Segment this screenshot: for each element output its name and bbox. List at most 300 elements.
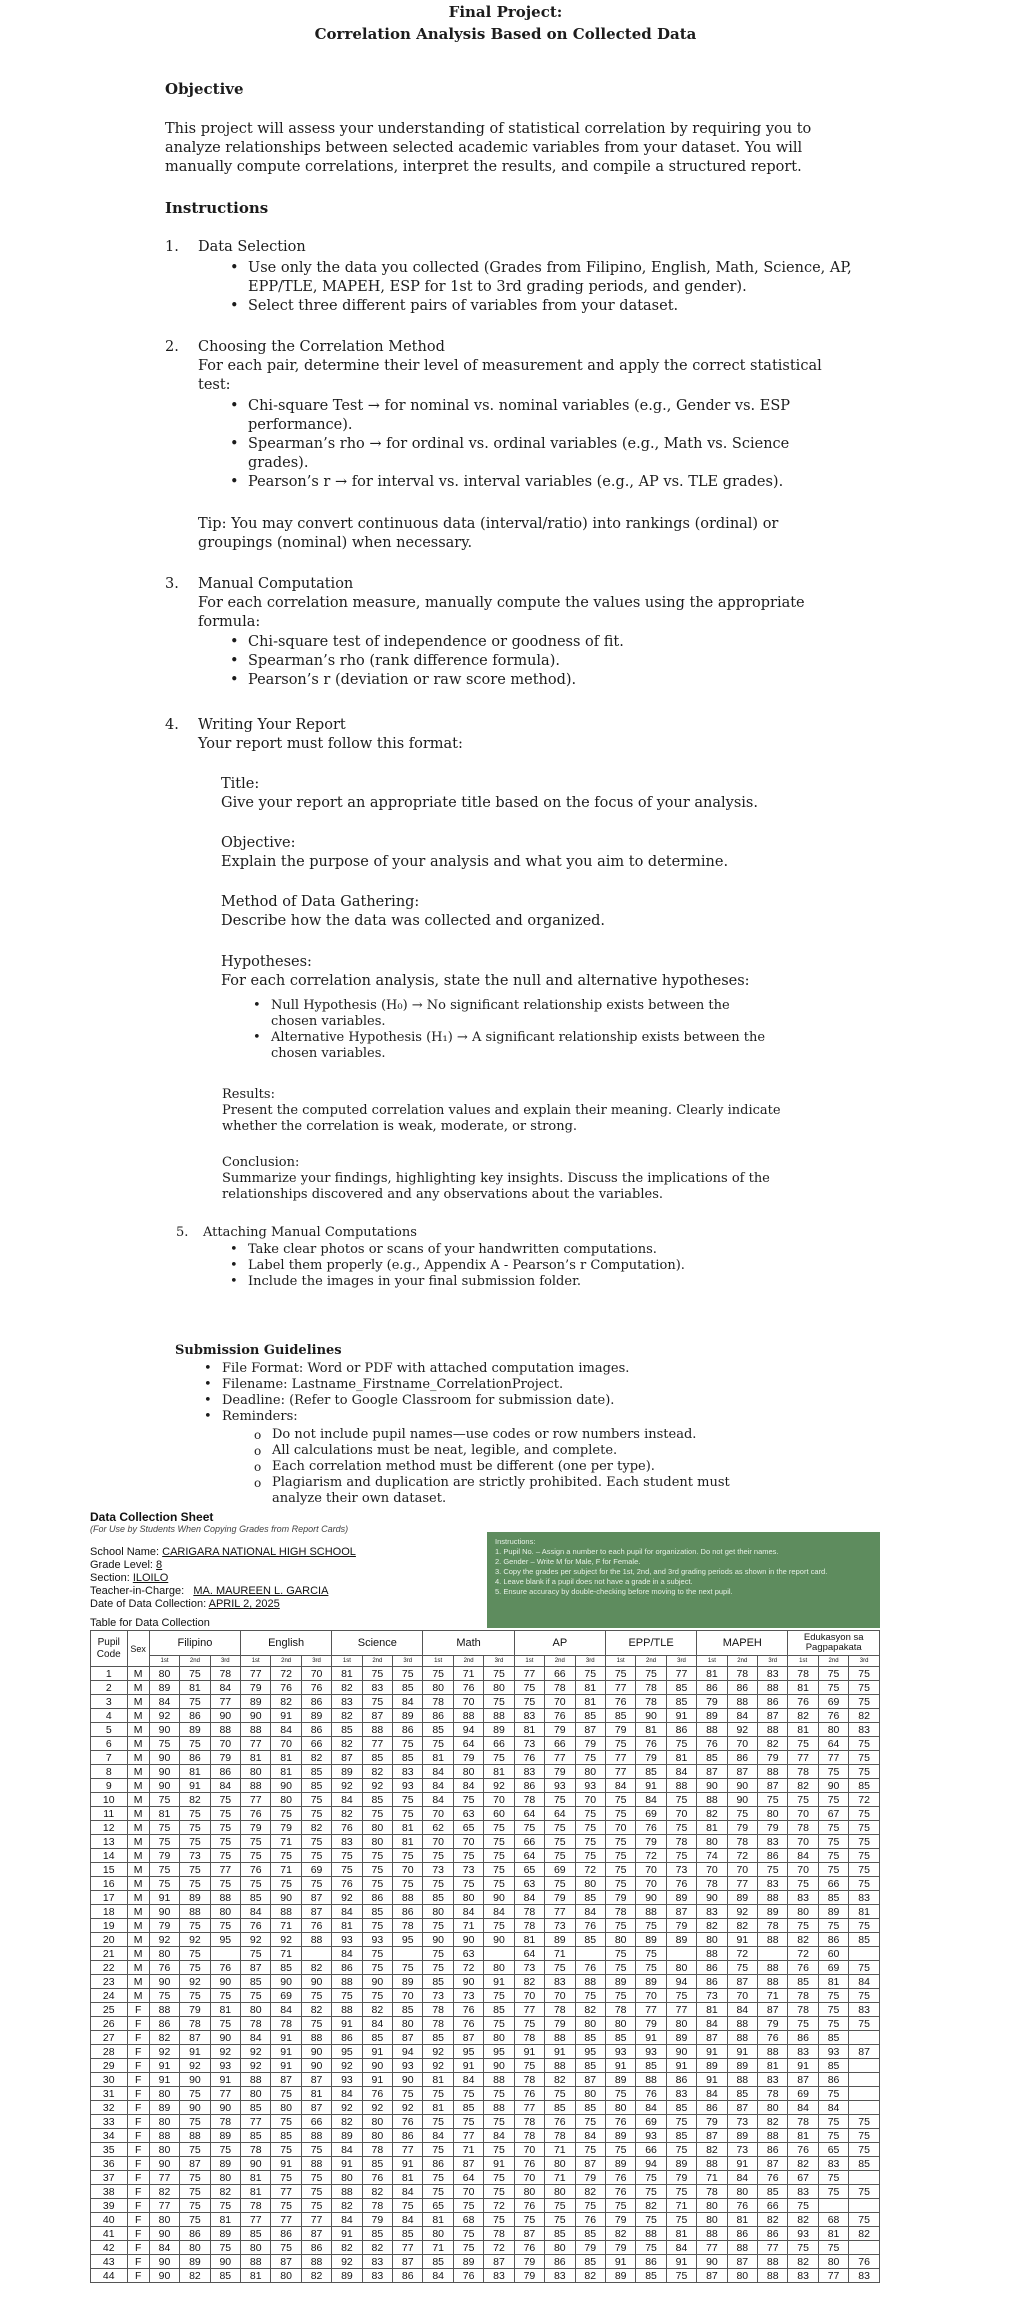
grade-cell: 70 [727, 1737, 757, 1751]
grade-cell: 89 [332, 1765, 362, 1779]
grade-cell: 82 [301, 1961, 331, 1975]
grade-cell: 85 [849, 1779, 880, 1793]
pupil-code-cell: 31 [91, 2087, 128, 2101]
grade-cell: 75 [849, 1821, 880, 1835]
grade-cell: 85 [362, 1751, 392, 1765]
grade-cell: 72 [727, 1947, 757, 1961]
grade-cell: 87 [727, 1975, 757, 1989]
grade-cell: 82 [788, 1933, 818, 1947]
grade-cell: 85 [605, 1709, 635, 1723]
col-subject: Filipino [149, 1631, 240, 1656]
grade-cell: 76 [332, 1821, 362, 1835]
grade-cell: 77 [241, 1737, 271, 1751]
grade-cell: 79 [727, 1821, 757, 1835]
grade-cell: 83 [332, 1695, 362, 1709]
grade-cell: 80 [332, 2171, 362, 2185]
grade-cell: 75 [605, 1863, 635, 1877]
grade-cell: 83 [758, 2073, 788, 2087]
sheet-subtitle: (For Use by Students When Copying Grades from Report Cards) [90, 1524, 349, 1534]
grade-cell: 88 [241, 2073, 271, 2087]
grade-cell: 83 [818, 2157, 848, 2171]
pupil-code-cell: 18 [91, 1905, 128, 1919]
grade-cell: 66 [301, 1737, 331, 1751]
grade-cell: 69 [636, 1807, 666, 1821]
grade-cell: 75 [362, 1807, 392, 1821]
submission-item: • Filename: Lastname_Firstname_CorrelationProject. [222, 1377, 782, 1393]
grade-cell: 75 [484, 2017, 514, 2031]
grade-cell: 80 [393, 2017, 423, 2031]
col-period: 1st [241, 1656, 271, 1667]
grade-cell: 85 [362, 2227, 392, 2241]
grade-cell: 76 [241, 1863, 271, 1877]
teacher-field: Teacher-in-Charge: MA. MAUREEN L. GARCIA [90, 1585, 329, 1597]
grade-cell: 75 [575, 1849, 605, 1863]
grade-cell: 75 [180, 2171, 210, 2185]
grade-cell: 80 [149, 1667, 179, 1681]
grade-cell: 75 [666, 1849, 696, 1863]
grade-cell: 90 [149, 2227, 179, 2241]
grade-cell: 81 [393, 1835, 423, 1849]
grade-cell: 65 [514, 1863, 544, 1877]
grade-cell: 81 [788, 1723, 818, 1737]
grade-cell: 94 [453, 1723, 483, 1737]
grade-cell: 73 [545, 1919, 575, 1933]
grade-cell: 88 [697, 1723, 727, 1737]
sex-cell: F [127, 2269, 149, 2283]
grade-cell: 84 [818, 2101, 848, 2115]
grade-cell: 75 [210, 1877, 240, 1891]
grade-cell: 70 [727, 1863, 757, 1877]
grade-cell: 86 [666, 2073, 696, 2087]
grade-cell: 83 [362, 1681, 392, 1695]
sex-cell: F [127, 2045, 149, 2059]
grade-cell: 75 [149, 1989, 179, 2003]
section-3-bullet: • Chi-square test of independence or goodness of fit. [248, 633, 868, 652]
grade-cell: 88 [727, 2073, 757, 2087]
pupil-code-cell: 2 [91, 1681, 128, 1695]
grade-cell: 75 [484, 1821, 514, 1835]
grade-cell: 77 [393, 2143, 423, 2157]
section-2-title: Choosing the Correlation Method [198, 339, 445, 355]
grade-cell: 71 [545, 1947, 575, 1961]
grade-cell: 78 [636, 1681, 666, 1695]
grade-cell: 83 [849, 1891, 880, 1905]
grade-cell: 66 [484, 1737, 514, 1751]
grade-cell: 76 [545, 2115, 575, 2129]
grade-cell: 84 [210, 1779, 240, 1793]
grade-cell: 90 [484, 1891, 514, 1905]
grade-cell: 82 [575, 2269, 605, 2283]
grade-cell: 88 [697, 2157, 727, 2171]
method-chi-square: • Chi-square Test → for nominal vs. nominal variables (e.g., Gender vs. ESP performance). [248, 397, 868, 435]
grade-cell: 75 [149, 1835, 179, 1849]
submission-heading: Submission Guidelines [175, 1343, 342, 1358]
grade-cell: 89 [727, 2129, 757, 2143]
pupil-code-cell: 38 [91, 2185, 128, 2199]
grade-cell: 82 [849, 1709, 880, 1723]
pupil-code-cell: 15 [91, 1863, 128, 1877]
grade-cell: 80 [697, 2199, 727, 2213]
grade-cell: 95 [484, 2045, 514, 2059]
grade-cell: 66 [514, 1835, 544, 1849]
grade-cell: 75 [180, 1821, 210, 1835]
grade-cell: 75 [453, 2227, 483, 2241]
grade-cell: 82 [332, 1737, 362, 1751]
grade-cell: 82 [697, 1919, 727, 1933]
grade-cell: 88 [301, 2031, 331, 2045]
section-5-bullet: • Include the images in your final submission folder. [248, 1274, 808, 1290]
grade-cell: 75 [636, 2213, 666, 2227]
grade-cell: 88 [758, 1961, 788, 1975]
grade-cell: 92 [727, 1723, 757, 1737]
grade-cell: 90 [149, 2269, 179, 2283]
grade-cell: 75 [605, 2143, 635, 2157]
grade-cell: 67 [788, 2171, 818, 2185]
grade-cell: 75 [149, 1821, 179, 1835]
grade-cell: 75 [180, 1877, 210, 1891]
grade-cell: 75 [575, 1989, 605, 2003]
grade-cell: 87 [453, 2031, 483, 2045]
section-4-block: Writing Your Report Your report must follow this format: [198, 716, 858, 754]
grade-cell: 91 [788, 2059, 818, 2073]
grade-cell: 81 [241, 2269, 271, 2283]
grade-cell: 81 [241, 1751, 271, 1765]
table-row [91, 1807, 880, 1821]
section-1-title: Data Selection [198, 239, 306, 255]
grade-cell: 77 [514, 2003, 544, 2017]
grade-cell: 85 [575, 1891, 605, 1905]
grade-cell: 90 [301, 1975, 331, 1989]
grade-cell: 89 [697, 1709, 727, 1723]
grade-cell: 80 [727, 2185, 757, 2199]
grade-cell: 92 [332, 2059, 362, 2073]
grade-cell: 93 [636, 2045, 666, 2059]
grade-cell: 70 [453, 1695, 483, 1709]
grade-cell: 77 [210, 1695, 240, 1709]
grade-cell: 76 [514, 2157, 544, 2171]
grade-cell: 92 [393, 2101, 423, 2115]
grade-cell: 86 [301, 1695, 331, 1709]
grade-cell: 80 [180, 2241, 210, 2255]
grade-cell: 86 [758, 2143, 788, 2157]
grade-cell: 85 [423, 2031, 453, 2045]
grade-cell: 75 [545, 1821, 575, 1835]
grade-cell: 79 [605, 2241, 635, 2255]
grade-cell: 75 [818, 2171, 848, 2185]
grade-cell: 75 [545, 1835, 575, 1849]
grade-cell: 89 [605, 2129, 635, 2143]
grade-cell: 81 [393, 1821, 423, 1835]
grade-cell: 75 [484, 1919, 514, 1933]
sex-cell: F [127, 2255, 149, 2269]
grade-cell: 93 [818, 2045, 848, 2059]
grade-cell: 89 [210, 2157, 240, 2171]
grade-cell: 80 [697, 1933, 727, 1947]
grade-cell: 75 [301, 1877, 331, 1891]
grade-cell: 89 [210, 2129, 240, 2143]
sex-cell: M [127, 1863, 149, 1877]
grade-cell: 85 [484, 2003, 514, 2017]
sex-cell: F [127, 2129, 149, 2143]
grade-cell: 87 [301, 2073, 331, 2087]
grade-cell: 70 [514, 1989, 544, 2003]
grade-cell: 81 [758, 2059, 788, 2073]
grade-cell: 71 [271, 1835, 301, 1849]
grade-cell: 84 [393, 2213, 423, 2227]
grade-cell: 75 [423, 2143, 453, 2157]
grade-cell: 75 [180, 1695, 210, 1709]
grade-cell: 75 [545, 1793, 575, 1807]
grade-cell: 75 [453, 2199, 483, 2213]
grade-cell: 87 [849, 2045, 880, 2059]
grade-cell: 87 [758, 2157, 788, 2171]
grade-cell: 75 [149, 1793, 179, 1807]
report-method-item: Method of Data Gathering: Describe how the data was collected and organized. [221, 894, 606, 929]
grade-cell: 93 [636, 2129, 666, 2143]
grade-cell: 75 [605, 1877, 635, 1891]
report-title-item: Title: Give your report an appropriate title based on the focus of your analysis. [221, 776, 758, 811]
grade-cell: 75 [514, 1681, 544, 1695]
grade-cell: 88 [636, 2227, 666, 2241]
col-period: 1st [697, 1656, 727, 1667]
grade-cell: 75 [636, 1961, 666, 1975]
grade-cell: 88 [575, 1975, 605, 1989]
grade-cell: 92 [149, 1709, 179, 1723]
grade-cell: 89 [149, 1681, 179, 1695]
section-4-title: Writing Your Report [198, 717, 346, 733]
grade-cell: 87 [697, 2129, 727, 2143]
grade-cell: 78 [788, 1989, 818, 2003]
grade-cell: 87 [271, 2255, 301, 2269]
grade-cell: 75 [271, 2199, 301, 2213]
objective-paragraph [165, 120, 865, 177]
grade-cell: 90 [484, 2059, 514, 2073]
grade-cell: 79 [241, 1681, 271, 1695]
grade-cell: 90 [149, 1905, 179, 1919]
grade-cell: 70 [545, 1989, 575, 2003]
grade-cell: 86 [423, 1709, 453, 1723]
grade-cell: 85 [605, 2031, 635, 2045]
grade-cell: 82 [849, 2227, 880, 2241]
grade-cell: 76 [818, 1709, 848, 1723]
grade-cell: 83 [514, 1765, 544, 1779]
sex-cell: M [127, 1667, 149, 1681]
grade-cell: 82 [575, 2185, 605, 2199]
grade-cell: 76 [575, 1919, 605, 1933]
grade-cell: 85 [818, 2059, 848, 2073]
grade-cell: 82 [636, 2199, 666, 2213]
grade-cell: 86 [180, 1709, 210, 1723]
grade-cell: 85 [362, 1905, 392, 1919]
grade-cell: 83 [849, 1723, 880, 1737]
grade-cell: 72 [453, 1961, 483, 1975]
table-row [91, 1821, 880, 1835]
grade-cell: 76 [605, 1695, 635, 1709]
grade-cell: 81 [484, 1765, 514, 1779]
grade-cell: 75 [210, 2241, 240, 2255]
grade-cell: 81 [210, 2213, 240, 2227]
grade-cell: 75 [180, 1737, 210, 1751]
grade-cell: 75 [484, 1989, 514, 2003]
grade-cell: 90 [210, 1709, 240, 1723]
sex-cell: M [127, 1905, 149, 1919]
grade-cell: 75 [636, 1947, 666, 1961]
col-period: 3rd [484, 1656, 514, 1667]
grade-cell: 80 [666, 2017, 696, 2031]
table-row [91, 2073, 880, 2087]
grade-cell: 75 [423, 1849, 453, 1863]
grade-cell: 77 [301, 2213, 331, 2227]
grade-cell: 78 [271, 2017, 301, 2031]
grade-cell: 75 [271, 1807, 301, 1821]
grade-cell: 78 [514, 1793, 544, 1807]
col-subject: Science [332, 1631, 423, 1656]
grade-cell: 75 [210, 1919, 240, 1933]
grade-cell: 78 [758, 1919, 788, 1933]
grade-cell: 85 [210, 2269, 240, 2283]
grade-cell: 86 [210, 1765, 240, 1779]
col-subject: Math [423, 1631, 514, 1656]
grade-cell: 75 [788, 2199, 818, 2213]
sex-cell: M [127, 1947, 149, 1961]
grade-cell: 76 [849, 2255, 880, 2269]
table-row [91, 2059, 880, 2073]
grade-cell: 85 [818, 2031, 848, 2045]
grade-cell: 84 [423, 1793, 453, 1807]
grade-cell: 81 [271, 1765, 301, 1779]
grade-cell: 90 [149, 2255, 179, 2269]
grade-cell: 84 [149, 2241, 179, 2255]
grade-cell: 88 [636, 1905, 666, 1919]
grade-cell: 80 [818, 1723, 848, 1737]
grade-cell: 75 [849, 1737, 880, 1751]
grade-cell: 66 [545, 1737, 575, 1751]
grade-cell: 71 [697, 2171, 727, 2185]
grade-cell: 87 [241, 1961, 271, 1975]
grade-cell: 80 [423, 1905, 453, 1919]
grade-cell: 75 [180, 2087, 210, 2101]
grade-cell: 75 [788, 1737, 818, 1751]
grade-cell: 86 [788, 2031, 818, 2045]
grade-cell: 89 [697, 2059, 727, 2073]
grade-cell: 84 [332, 2087, 362, 2101]
grade-cell: 75 [666, 2115, 696, 2129]
grade-cell: 90 [149, 1779, 179, 1793]
grade-cell: 64 [514, 1849, 544, 1863]
pupil-code-cell: 36 [91, 2157, 128, 2171]
grade-cell: 63 [514, 1877, 544, 1891]
grade-cell [210, 1947, 240, 1961]
grade-cell: 79 [575, 2171, 605, 2185]
grade-cell: 84 [727, 2171, 757, 2185]
grade-cell: 82 [332, 1807, 362, 1821]
objective-line: manually compute correlations, interpret the results, and compile a structured report. [165, 159, 802, 175]
section-2-block [198, 338, 858, 395]
sex-cell: M [127, 1933, 149, 1947]
table-row [91, 1989, 880, 2003]
reminder-item: o Do not include pupil names—use codes or row numbers instead. [272, 1427, 792, 1443]
grade-cell: 89 [727, 1891, 757, 1905]
grade-cell: 83 [849, 2003, 880, 2017]
grade-cell: 75 [575, 1751, 605, 1765]
grade-cell: 91 [180, 2045, 210, 2059]
grade-cell: 80 [271, 2101, 301, 2115]
grade-cell: 75 [423, 1961, 453, 1975]
grade-cell: 75 [180, 1947, 210, 1961]
grade-cell: 90 [149, 2157, 179, 2171]
grade-cell: 81 [301, 2087, 331, 2101]
data-collection-sheet [90, 1510, 970, 2283]
grade-cell: 85 [575, 1933, 605, 1947]
grade-cell: 88 [362, 1723, 392, 1737]
grade-cell: 78 [758, 2087, 788, 2101]
grade-cell: 75 [271, 2143, 301, 2157]
grade-cell: 89 [605, 1975, 635, 1989]
table-row [91, 1723, 880, 1737]
col-subject: MAPEH [697, 1631, 788, 1656]
grade-cell: 75 [301, 1807, 331, 1821]
table-row [91, 2241, 880, 2255]
grade-cell: 75 [362, 1947, 392, 1961]
grade-cell: 92 [484, 1779, 514, 1793]
grade-cell: 84 [484, 1905, 514, 1919]
grade-cell: 75 [545, 2199, 575, 2213]
grade-cell: 78 [180, 2017, 210, 2031]
grade-cell: 91 [636, 1779, 666, 1793]
grade-cell: 87 [393, 2255, 423, 2269]
grade-cell: 92 [149, 1933, 179, 1947]
grade-cell: 89 [484, 1723, 514, 1737]
grade-cell: 84 [393, 1695, 423, 1709]
grade-cell: 87 [727, 1765, 757, 1779]
grade-cell: 75 [575, 2143, 605, 2157]
grade-cell: 70 [697, 1863, 727, 1877]
grade-cell: 79 [605, 2213, 635, 2227]
grade-cell: 85 [241, 1891, 271, 1905]
grade-cell: 75 [514, 1821, 544, 1835]
pupil-code-cell: 37 [91, 2171, 128, 2185]
sheet-title: Data Collection Sheet [90, 1510, 214, 1524]
grade-cell: 75 [180, 1667, 210, 1681]
report-hypotheses-item: Hypotheses: For each correlation analysis, state the null and alternative hypotheses: [221, 954, 750, 989]
grade-cell: 72 [271, 1667, 301, 1681]
grade-cell: 70 [727, 1989, 757, 2003]
grade-cell: 85 [453, 2101, 483, 2115]
sex-cell: M [127, 1891, 149, 1905]
grade-cell: 75 [849, 1835, 880, 1849]
grade-cell: 82 [332, 2241, 362, 2255]
grade-cell: 77 [362, 1737, 392, 1751]
report-objective-item: Objective: Explain the purpose of your analysis and what you aim to determine. [221, 835, 729, 870]
grade-cell: 75 [393, 1849, 423, 1863]
col-period: 3rd [575, 1656, 605, 1667]
grade-cell: 79 [636, 1751, 666, 1765]
grade-cell: 90 [149, 1765, 179, 1779]
col-subject: English [241, 1631, 332, 1656]
pupil-code-cell: 5 [91, 1723, 128, 1737]
grade-cell: 75 [605, 1849, 635, 1863]
grade-cell: 75 [758, 1863, 788, 1877]
grade-cell: 75 [210, 1849, 240, 1863]
section-1-list [248, 259, 888, 316]
grade-cell: 65 [818, 2143, 848, 2157]
sex-cell: F [127, 2227, 149, 2241]
grade-cell: 81 [697, 1667, 727, 1681]
grade-cell: 89 [393, 1975, 423, 1989]
grade-cell: 75 [818, 1835, 848, 1849]
grade-cell: 64 [514, 1947, 544, 1961]
grade-cell: 80 [697, 1835, 727, 1849]
